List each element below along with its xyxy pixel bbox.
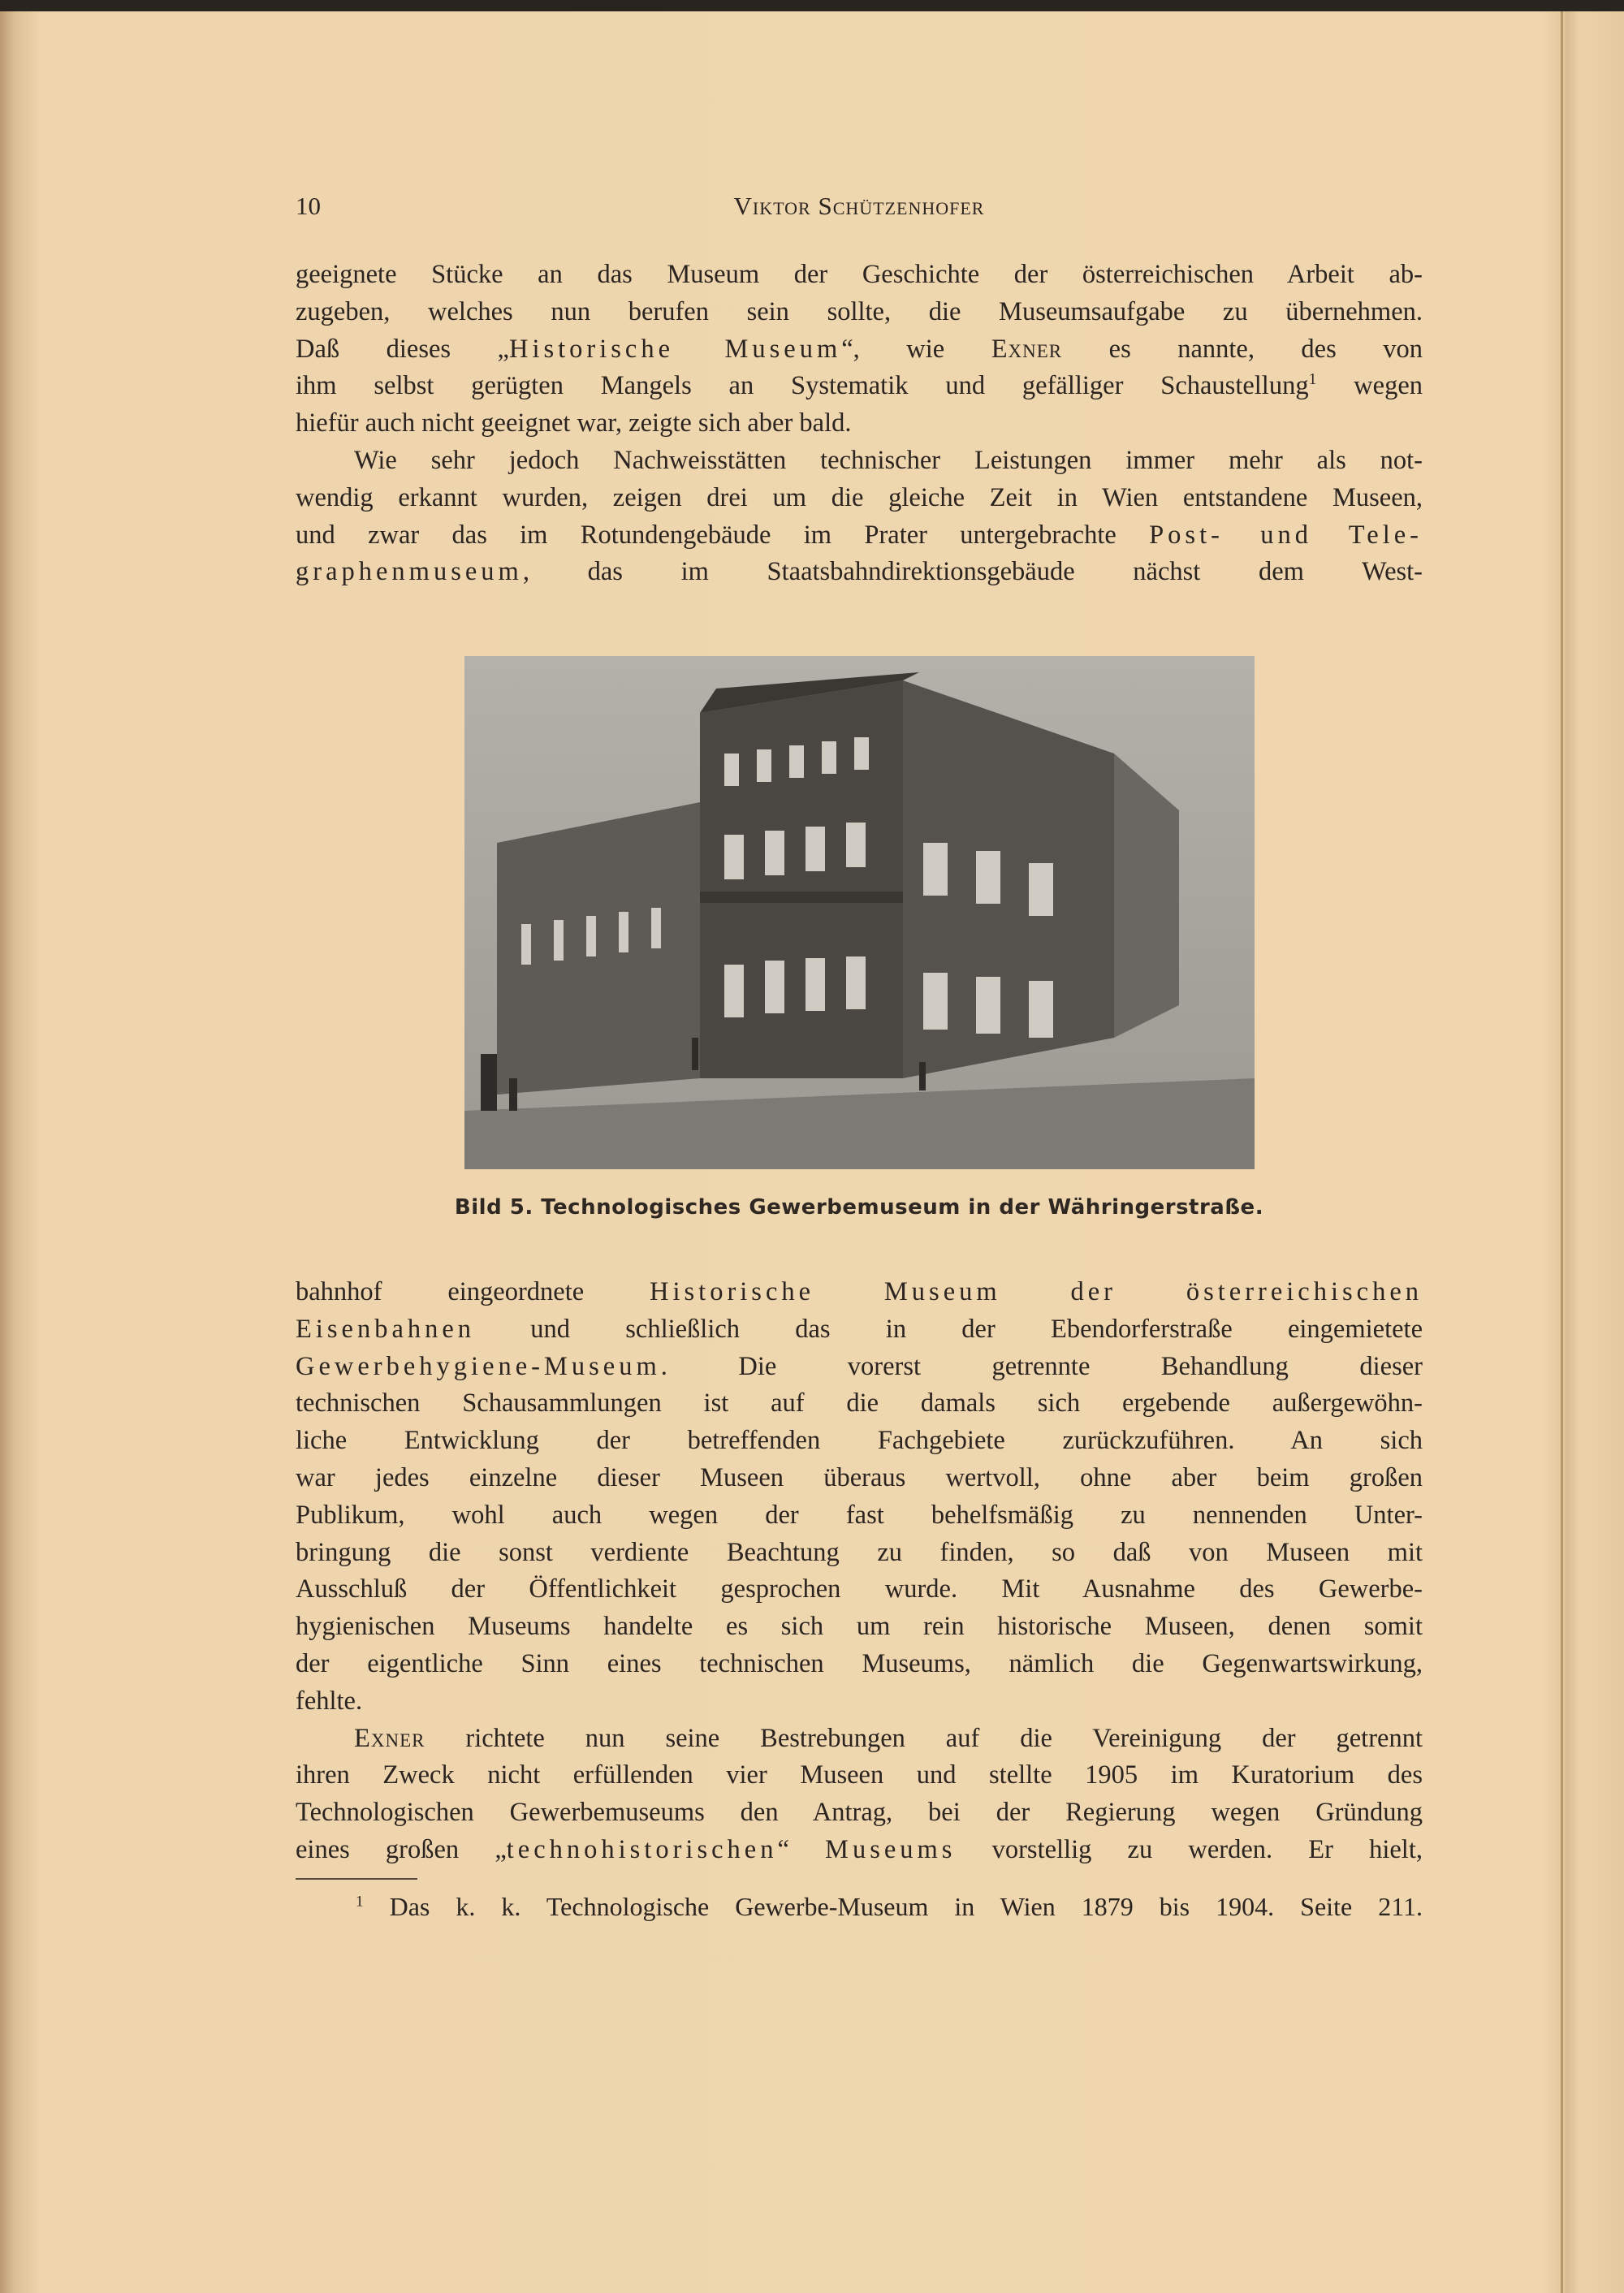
text-line — [296, 1721, 1423, 1758]
text-segment: Ausschluß der Öffentlichkeit gesprochen wurde. Mit Ausnahme des Gewerbe- — [296, 1574, 1423, 1604]
figure-building-photo — [464, 656, 1255, 1169]
emphasized-text: Post- und Tele- — [1149, 520, 1423, 550]
text-segment: technischen Schausammlungen ist auf die damals sich ergebende außergewöhn- — [296, 1388, 1423, 1419]
text-line — [296, 294, 1423, 331]
text-line — [296, 1757, 1423, 1794]
text-segment: . Die vorerst getrennte Behandlung dieser — [660, 1351, 1423, 1381]
text-segment: Technologischen Gewerbemuseums den Antrag, bei der Regierung wegen Gründung — [296, 1798, 1423, 1828]
text-line — [296, 1646, 1423, 1683]
text-segment: eines großen „ — [296, 1834, 507, 1864]
footnote-text: Das k. k. Technologische Gewerbe-Museum in Wien 1879 bis 1904. Seite 211. — [363, 1892, 1423, 1921]
text-line — [296, 1794, 1423, 1832]
text-line — [296, 1349, 1423, 1386]
text-line — [296, 1311, 1423, 1349]
running-head: Viktor Schützenhofer — [733, 192, 985, 220]
text-segment: richtete nun seine Bestrebungen auf die Vereinigung der getrennt — [425, 1723, 1423, 1753]
text-line — [296, 1683, 1423, 1721]
emphasized-text: Eisenbahnen — [296, 1314, 476, 1344]
emphasized-text: Museums — [825, 1834, 957, 1864]
text-segment: zugeben, welches nun berufen sein sollte, die Museumsaufgabe zu übernehmen. — [296, 296, 1423, 326]
emphasized-text: graphenmuseum — [296, 557, 523, 587]
text-segment: ihren Zweck nicht erfüllenden vier Museen und stellte 1905 im Kuratorium des — [296, 1760, 1423, 1790]
text-segment: vorstellig zu werden. Er hielt, — [956, 1834, 1423, 1864]
emphasized-text: technohistorischen — [506, 1834, 778, 1864]
text-line — [296, 405, 1423, 443]
body-text-top — [296, 257, 1423, 591]
text-segment: wendig erkannt wurden, zeigen drei um die gleiche Zeit in Wien entstandene Museen, — [296, 482, 1423, 512]
text-line — [296, 1385, 1423, 1423]
text-line — [296, 1274, 1423, 1311]
text-segment: liche Entwicklung der betreffenden Fachgebiete zurückzuführen. An sich — [296, 1426, 1423, 1456]
text-segment: der eigentliche Sinn eines technischen Museums, nämlich die Gegenwartswirkung, — [296, 1648, 1423, 1678]
text-segment: bringung die sonst verdiente Beachtung zu finden, so daß von Museen mit — [296, 1537, 1423, 1567]
text-segment: hygienischen Museums handelte es sich um rein historische Museen, denen somit — [296, 1612, 1423, 1642]
footnote-marker: 1 — [356, 1893, 364, 1911]
text-segment: fehlte. — [296, 1686, 363, 1716]
text-segment: bahnhof eingeordnete — [296, 1277, 650, 1306]
text-segment: Daß dieses „ — [296, 334, 509, 364]
emphasized-text: Historische Museum — [508, 334, 842, 364]
author-name: Exner — [991, 334, 1063, 364]
text-segment: war jedes einzelne dieser Museen überaus wertvoll, ohne aber beim großen — [296, 1462, 1423, 1492]
text-segment: , das im Staatsbahndirektionsgebäude nächst dem West- — [522, 557, 1423, 587]
text-line — [296, 1497, 1423, 1535]
text-line — [296, 257, 1423, 294]
footnote — [356, 1892, 1423, 1922]
text-segment: geeignete Stücke an das Museum der Geschichte der österreichischen Arbeit ab- — [296, 260, 1423, 289]
text-line — [296, 1535, 1423, 1572]
text-segment: hiefür auch nicht geeignet war, zeigte sich aber bald. — [296, 408, 852, 438]
text-line — [296, 554, 1423, 591]
text-segment: es nannte, des von — [1062, 334, 1423, 364]
page-header — [296, 192, 1423, 224]
text-line — [296, 443, 1423, 480]
footnote-reference: 1 — [1308, 371, 1317, 389]
text-segment: und schließlich das in der Ebendorferstraße eingemietete — [475, 1314, 1423, 1344]
text-line — [296, 1460, 1423, 1497]
page-number: 10 — [296, 192, 321, 220]
emphasized-text: Historische Museum der österreichischen — [650, 1277, 1423, 1306]
emphasized-text: Gewerbehygiene-Museum — [296, 1351, 661, 1381]
text-line — [296, 480, 1423, 517]
text-segment: “ — [777, 1834, 826, 1864]
footnote-rule — [296, 1878, 417, 1880]
body-text-bottom — [296, 1274, 1423, 1869]
text-segment: Publikum, wohl auch wegen der fast behelfsmäßig zu nennenden Unter- — [296, 1500, 1423, 1530]
text-segment: ihm selbst gerügten Mangels an Systematik und gefälliger Schaustellung — [296, 371, 1309, 401]
text-line — [296, 368, 1423, 405]
text-segment: und zwar das im Rotundengebäude im Prater untergebrachte — [296, 520, 1150, 550]
text-line — [296, 1609, 1423, 1646]
author-name: Exner — [354, 1723, 425, 1753]
text-line — [296, 1571, 1423, 1609]
figure-caption: Bild 5. Technologisches Gewerbemuseum in der Währingerstraße. — [454, 1195, 1264, 1220]
page-fold-edge — [1561, 11, 1563, 2293]
text-line — [296, 331, 1423, 369]
text-segment: wegen — [1316, 371, 1423, 401]
text-segment: “, wie — [841, 334, 991, 364]
text-line — [296, 1832, 1423, 1869]
building-illustration — [464, 656, 1255, 1169]
text-line — [296, 517, 1423, 555]
text-segment: Wie sehr jedoch Nachweisstätten technischer Leistungen immer mehr als not- — [354, 445, 1423, 475]
text-line — [296, 1423, 1423, 1460]
